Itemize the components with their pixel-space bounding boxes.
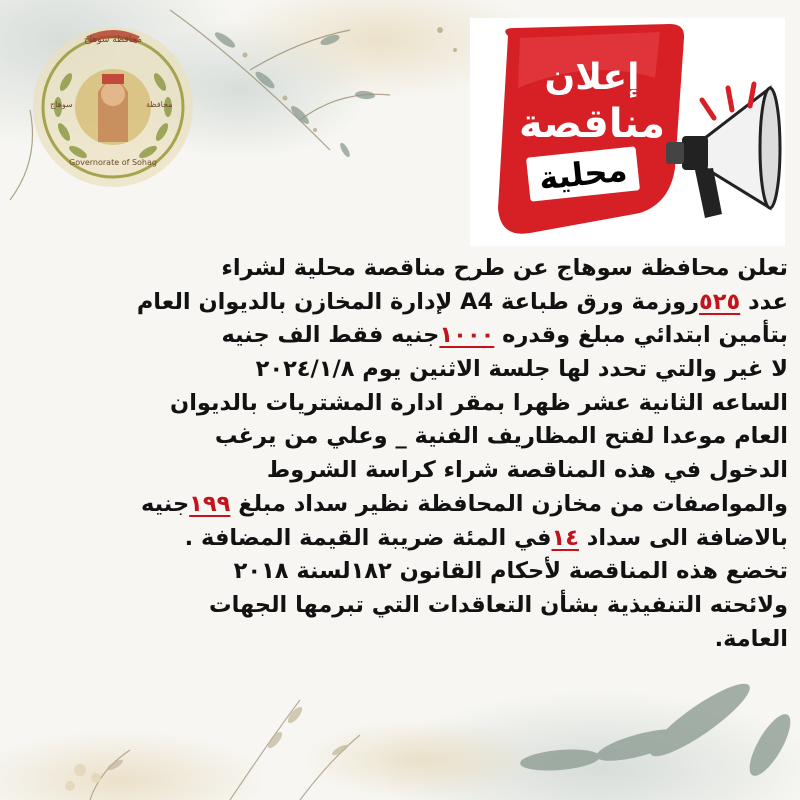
- notice-text: تعلن محافظة سوهاج عن طرح مناقصة محلية لشراء: [221, 255, 788, 281]
- insurance-amount: ١٠٠٠: [439, 322, 495, 349]
- notice-text: في المئة ضريبة القيمة المضافة .: [184, 524, 552, 551]
- banner-text: [498, 40, 686, 200]
- notice-line: [10, 488, 788, 522]
- booklet-price: ١٩٩: [189, 490, 231, 517]
- notice-line: [10, 420, 788, 454]
- notice-text: بالاضافة الى سداد: [586, 524, 788, 551]
- notice-line: [10, 353, 788, 387]
- notice-line: [10, 522, 788, 556]
- seal-side-right: محافظة: [146, 100, 173, 109]
- notice-text: عدد: [748, 288, 788, 315]
- seal-bottom-text: Governorate of Sohag: [69, 158, 157, 167]
- notice-line: [10, 623, 788, 657]
- governorate-seal: [28, 22, 198, 192]
- seal-top-text: محافظة سوهاج: [83, 35, 143, 45]
- notice-text: الساعه الثانية عشر ظهرا بمقر ادارة المشتريات بالديوان: [169, 389, 788, 416]
- notice-line: [10, 454, 788, 488]
- notice-line: [10, 555, 788, 589]
- notice-text: الدخول في هذه المناقصة شراء كراسة الشروط: [266, 457, 788, 484]
- tender-notice: [10, 252, 788, 656]
- quantity-value: ٥٢٥: [699, 288, 741, 315]
- notice-text: بتأمين ابتدائي مبلغ وقدره: [502, 322, 788, 349]
- notice-line: [10, 589, 788, 623]
- notice-line: [10, 319, 788, 353]
- notice-text: تخضع هذه المناقصة لأحكام القانون ١٨٢لسنة ٢٠١٨: [233, 558, 788, 585]
- banner-line-local: محلية: [526, 146, 640, 201]
- notice-text: العامة.: [714, 625, 788, 652]
- notice-text: ولائحته التنفيذية بشأن التعاقدات التي تبرمها الجهات: [208, 591, 788, 618]
- notice-text: العام موعدا لفتح المظاريف الفنية _ وعلي من يرغب: [214, 423, 788, 450]
- seal-side-left: سوهاج: [50, 100, 73, 109]
- banner-line-announcement: إعلان: [544, 57, 640, 98]
- notice-text: لا غير والتي تحدد لها جلسة الاثنين يوم ٢٠٢٤/١/٨: [255, 356, 788, 383]
- notice-text: والمواصفات من مخازن المحافظة نظير سداد مبلغ: [238, 490, 788, 517]
- notice-text: جنيه فقط الف جنيه: [221, 322, 440, 349]
- notice-line: [10, 252, 788, 286]
- notice-text: روزمة ورق طباعة A4 لإدارة المخازن بالديوان العام: [136, 288, 700, 315]
- banner-line-tender: مناقصة: [519, 101, 665, 147]
- notice-line: [10, 387, 788, 421]
- notice-text: جنيه: [140, 490, 190, 517]
- vat-percent: ١٤: [551, 524, 579, 551]
- notice-line: [10, 286, 788, 320]
